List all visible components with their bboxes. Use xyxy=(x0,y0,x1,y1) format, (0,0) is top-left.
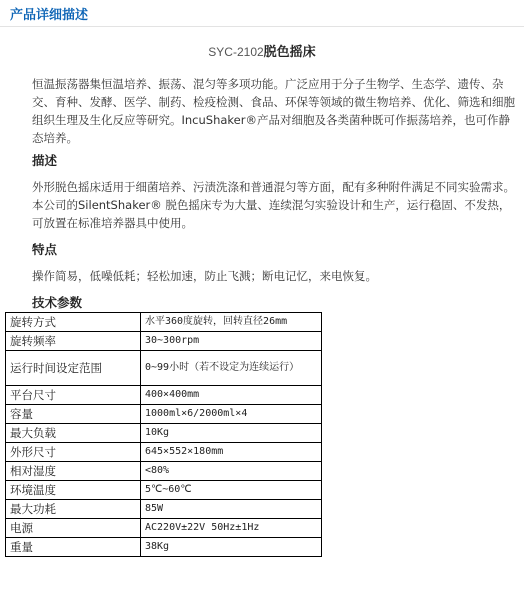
section-divider xyxy=(0,26,524,27)
spec-value: 85W xyxy=(141,500,322,519)
spec-key: 平台尺寸 xyxy=(6,386,141,405)
spec-row xyxy=(6,462,322,481)
spec-value: 5℃~60℃ xyxy=(141,481,322,500)
spec-row xyxy=(6,386,322,405)
spec-key: 重量 xyxy=(6,538,141,557)
spec-key: 旋转频率 xyxy=(6,332,141,351)
spec-key: 最大功耗 xyxy=(6,500,141,519)
features-heading: 特点 xyxy=(32,242,58,257)
spec-value: 38Kg xyxy=(141,538,322,557)
spec-key: 相对湿度 xyxy=(6,462,141,481)
specs-table xyxy=(5,312,322,557)
spec-value: 30~300rpm xyxy=(141,332,322,351)
description-paragraph: 外形脱色摇床适用于细菌培养、污渍洗涤和普通混匀等方面，配有多种附件满足不同实验需求。本公司的SilentShaker® 脱色摇床专为大量、连续混匀实验设计和生产，运行稳固、不发热，可放置在标准培养器具中使用。 xyxy=(32,180,515,230)
spec-value: 400×400mm xyxy=(141,386,322,405)
spec-key: 运行时间设定范围 xyxy=(6,351,141,386)
spec-row xyxy=(6,481,322,500)
product-model: SYC-2102 xyxy=(208,45,264,59)
spec-key: 容量 xyxy=(6,405,141,424)
spec-value: 水平360度旋转，回转直径26mm xyxy=(141,313,322,332)
spec-key: 环境温度 xyxy=(6,481,141,500)
spec-row xyxy=(6,500,322,519)
spec-row xyxy=(6,313,322,332)
section-title: 产品详细描述 xyxy=(10,8,89,23)
spec-value: AC220V±22V 50Hz±1Hz xyxy=(141,519,322,538)
spec-key: 电源 xyxy=(6,519,141,538)
spec-row xyxy=(6,538,322,557)
spec-value: 10Kg xyxy=(141,424,322,443)
spec-row xyxy=(6,405,322,424)
features-paragraph: 操作简易，低噪低耗；轻松加速，防止飞溅；断电记忆，来电恢复。 xyxy=(32,269,377,283)
spec-value: 645×552×180mm xyxy=(141,443,322,462)
spec-row xyxy=(6,443,322,462)
spec-value: 1000ml×6/2000ml×4 xyxy=(141,405,322,424)
spec-row xyxy=(6,332,322,351)
description-heading: 描述 xyxy=(32,153,58,168)
spec-value: 0~99小时（若不设定为连续运行） xyxy=(141,351,322,386)
spec-key: 最大负载 xyxy=(6,424,141,443)
spec-row xyxy=(6,351,322,386)
spec-row xyxy=(6,519,322,538)
spec-key: 外形尺寸 xyxy=(6,443,141,462)
product-title xyxy=(0,41,524,60)
spec-row xyxy=(6,424,322,443)
specs-heading: 技术参数 xyxy=(32,295,83,310)
spec-value: <80% xyxy=(141,462,322,481)
spec-key: 旋转方式 xyxy=(6,313,141,332)
intro-paragraph: 恒温振荡器集恒温培养、振荡、混匀等多项功能。广泛应用于分子生物学、生态学、遗传、杂交、育种、发酵、医学、制药、检疫检测、食品、环保等领域的微生物培养、优化、筛选和细胞组织生理及生化反应等研究。IncuShaker®产品对细胞及各类菌种既可作振荡培养，也可作静态培养。 xyxy=(32,77,515,145)
product-name: 脱色摇床 xyxy=(263,45,316,60)
